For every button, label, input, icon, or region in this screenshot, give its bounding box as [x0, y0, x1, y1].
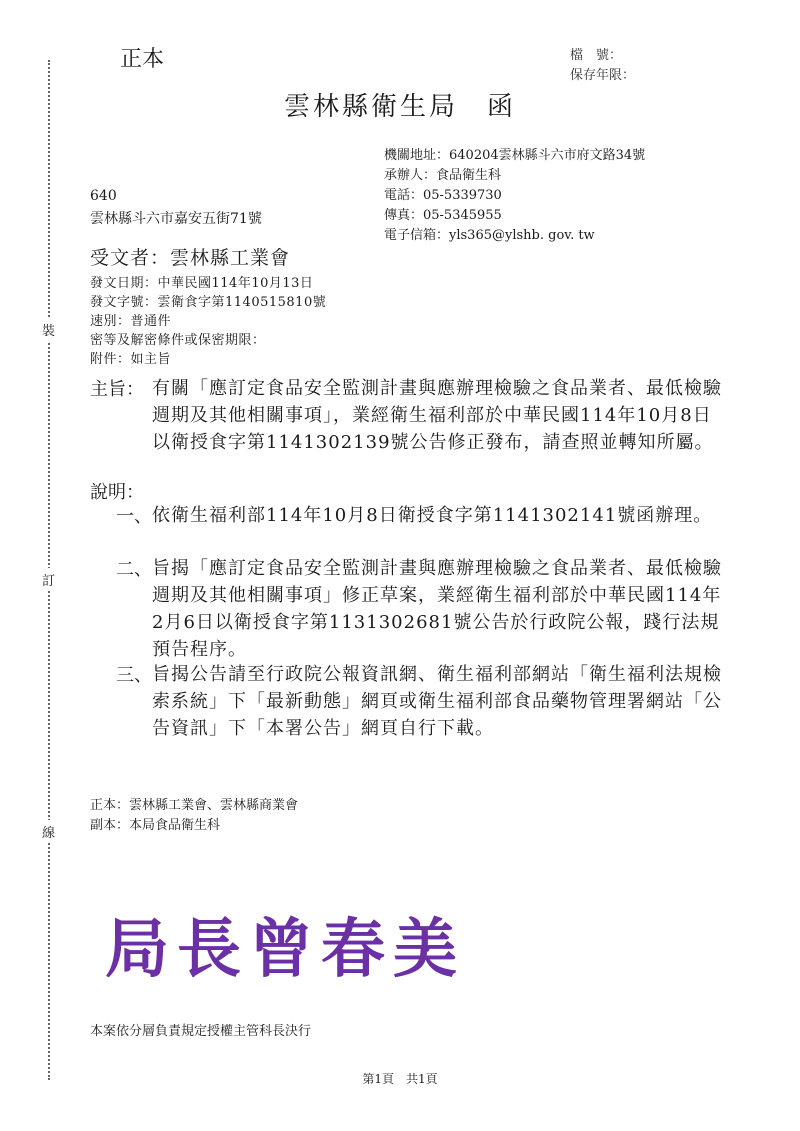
subject-text: 有關「應訂定食品安全監測計畫與應辦理檢驗之食品業者、最低檢驗週期及其他相關事項」，業經衛生福利部於中華民國114年10月8日以衛授食字第1141302139號公告修正發布，請查照並轉知所屬。 — [152, 378, 722, 453]
secrecy-level: 密等及解密條件或保密期限： — [90, 333, 266, 348]
agency-handler: 承辦人：食品衛生科 — [384, 168, 502, 183]
original-recipients: 正本：雲林縣工業會、雲林縣商業會 — [90, 798, 299, 813]
explanation-item-text: 旨揭「應訂定食品安全監測計畫與應辦理檢驗之食品業者、最低檢驗週期及其他相關事項」修正草案，業經衛生福利部於中華民國114年2月6日以衛授食字第1131302681號公告於行政院公報，踐行法規預告程序。 — [152, 558, 722, 660]
agency-email: 電子信箱：yls365@ylshb. gov. tw — [384, 228, 595, 243]
binding-mark-xian: 線 — [42, 820, 55, 843]
file-number-label: 檔 號： — [570, 48, 623, 63]
binding-mark-ding: 訂 — [42, 568, 55, 591]
attachment: 附件：如主旨 — [90, 352, 172, 367]
page-number: 第1頁 共1頁 — [362, 1072, 438, 1086]
explanation-item-number: 一、 — [116, 506, 152, 527]
document-number: 發文字號：雲衛食字第1140515810號 — [90, 295, 327, 310]
agency-fax: 傳真：05-5345955 — [384, 208, 502, 223]
copy-recipients: 副本：本局食品衛生科 — [90, 818, 221, 833]
recipient-postal-code: 640 — [90, 188, 117, 204]
explanation-item-number: 三、 — [116, 665, 152, 686]
copy-mark: 正本 — [120, 47, 165, 72]
explanation-item-text: 依衛生福利部114年10月8日衛授食字第1141302141號函辦理。 — [152, 505, 713, 526]
document-title: 雲林縣衛生局 函 — [283, 92, 516, 122]
speed-class: 速別：普通件 — [90, 314, 172, 329]
explanation-item-text: 旨揭公告請至行政院公報資訊網、衛生福利部網站「衛生福利法規檢索系統」下「最新動態」網頁或衛生福利部食品藥物管理署網站「公告資訊」下「本署公告」網頁自行下載。 — [152, 664, 722, 739]
agency-address: 機關地址：640204雲林縣斗六市府文路34號 — [384, 148, 646, 163]
agency-phone: 電話：05-5339730 — [384, 188, 502, 203]
recipient-street-address: 雲林縣斗六市嘉安五街71號 — [90, 211, 262, 227]
binding-mark-zhuang: 裝 — [42, 318, 55, 341]
issue-date: 發文日期：中華民國114年10月13日 — [90, 276, 314, 291]
explanation-label: 說明： — [90, 482, 144, 503]
subject-label: 主旨： — [90, 379, 144, 400]
retention-label: 保存年限： — [570, 68, 636, 83]
explanation-item-number: 二、 — [116, 559, 152, 580]
director-signature-stamp: 局長曾春美 — [105, 912, 465, 987]
delegation-note: 本案依分層負責規定授權主管科長決行 — [90, 1024, 312, 1039]
recipient: 受文者：雲林縣工業會 — [90, 247, 291, 269]
